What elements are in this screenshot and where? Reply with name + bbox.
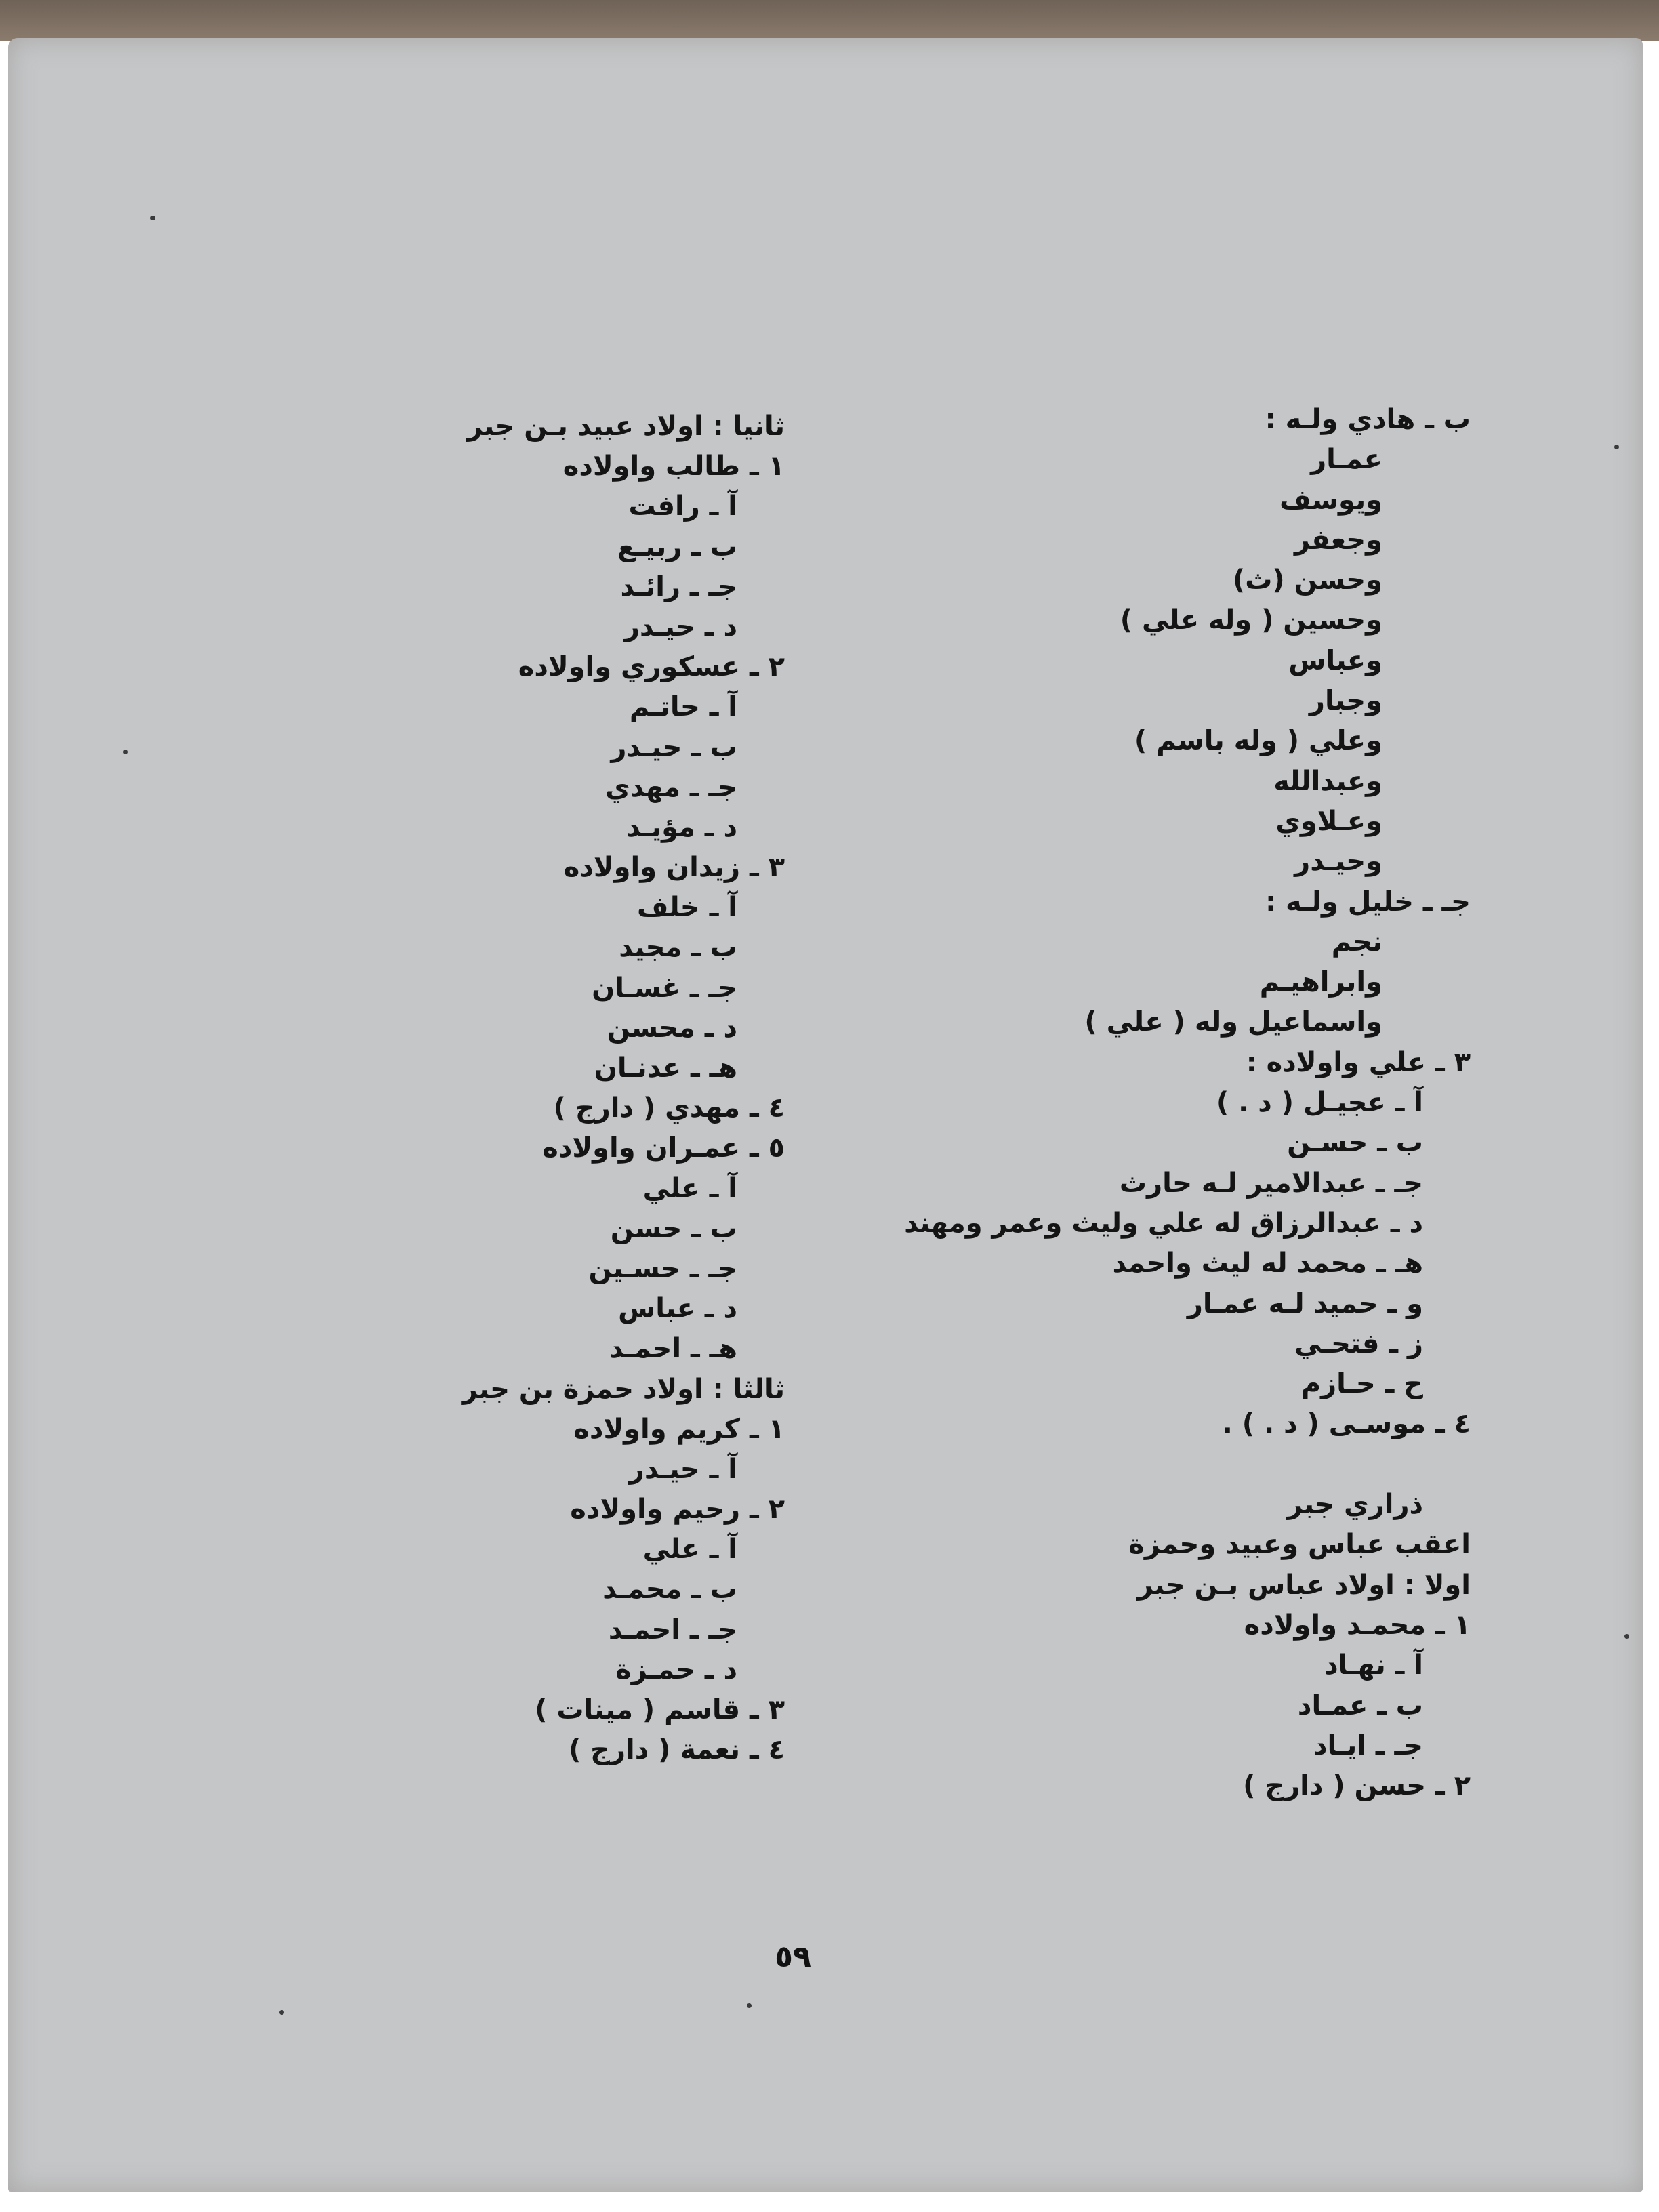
genealogy-line: جـ ـ ايـاد [1313, 1729, 1423, 1761]
genealogy-line: وعبدالله [1273, 765, 1382, 797]
genealogy-line: د ـ عبدالرزاق له علي وليث وعمر ومهند [904, 1207, 1423, 1239]
genealogy-line: ٤ ـ نعمة ( دارج ) [568, 1734, 785, 1766]
genealogy-line: آ ـ نهـاد [1324, 1650, 1423, 1681]
genealogy-line: د ـ حمـزة [615, 1654, 737, 1685]
genealogy-line: آ ـ حاتـم [629, 691, 737, 723]
genealogy-line: جـ ـ رائـد [620, 571, 737, 602]
genealogy-line: ثانيا : اولاد عبيد بـن جبر [467, 411, 785, 442]
genealogy-line: جـ ـ احمـد [608, 1614, 737, 1645]
genealogy-line: اولا : اولاد عباس بـن جبر [1137, 1569, 1471, 1601]
genealogy-line: د ـ حيـدر [623, 611, 737, 642]
genealogy-line: د ـ عباس [618, 1293, 737, 1325]
genealogy-line: ب ـ حسـن [1287, 1127, 1423, 1159]
genealogy-line: هـ ـ محمد له ليث واحمد [1112, 1248, 1423, 1279]
blank-line [691, 1445, 1471, 1485]
paper-speck [747, 2003, 752, 2008]
genealogy-line: ١ ـ كريم واولاده [573, 1413, 785, 1445]
paper-speck [279, 2010, 284, 2015]
paper-speck [1614, 445, 1619, 449]
genealogy-line: اعقب عباس وعبيد وحمزة [1128, 1529, 1471, 1561]
genealogy-line: ب ـ ربيـع [617, 531, 737, 562]
genealogy-line: ذراري جبر [1287, 1489, 1423, 1521]
genealogy-line: ٢ ـ رحيم واولاده [570, 1494, 785, 1525]
genealogy-line: وحسين ( وله علي ) [1120, 605, 1382, 636]
genealogy-line: ٣ ـ قاسم ( مينات ) [535, 1694, 785, 1725]
genealogy-line: وعـلاوي [1275, 805, 1382, 837]
genealogy-line: ب ـ مجيد [619, 932, 737, 964]
genealogy-line: ٢ ـ حسن ( دارج ) [1243, 1770, 1471, 1802]
genealogy-line: ب ـ هادي ولـه : [1265, 404, 1471, 435]
genealogy-line: جـ ـ غسـان [592, 972, 737, 1004]
genealogy-line: واسماعيل وله ( علي ) [1084, 1006, 1382, 1038]
genealogy-line: ب ـ حيـدر [611, 731, 737, 763]
page-number: ٥٩ [775, 1940, 811, 1974]
genealogy-line: عمـار [1311, 444, 1382, 476]
genealogy-line: ١ ـ طالب واولاده [562, 451, 785, 483]
genealogy-line: نجم [1331, 926, 1382, 958]
genealogy-line: جـ ـ عبدالامير لـه حارث [1119, 1167, 1423, 1199]
genealogy-line: وحسن (ث) [1232, 565, 1382, 596]
genealogy-line: ٤ ـ مهدي ( دارج ) [553, 1092, 785, 1124]
genealogy-line: ٢ ـ عسكوري واولاده [518, 651, 785, 683]
paper-speck [1624, 1634, 1629, 1639]
genealogy-line: وجبار [1309, 685, 1382, 717]
genealogy-line: وحيـدر [1294, 846, 1382, 878]
genealogy-line: آ ـ خلف [636, 892, 737, 924]
genealogy-line: ب ـ محمـد [602, 1574, 737, 1605]
genealogy-line: وعلي ( وله باسم ) [1134, 725, 1382, 757]
genealogy-line: جـ ـ خليل ولـه : [1265, 886, 1471, 918]
genealogy-line: آ ـ حيـدر [628, 1453, 737, 1485]
genealogy-line: آ ـ عجيـل ( د . ) [1216, 1087, 1423, 1119]
genealogy-line: آ ـ رافت [628, 491, 737, 523]
genealogy-line: و ـ حميد لـه عمـار [1187, 1288, 1423, 1319]
genealogy-line: د ـ مؤيـد [626, 811, 737, 843]
genealogy-line: ٣ ـ زيدان واولاده [563, 852, 785, 884]
genealogy-line: وابراهيـم [1259, 966, 1382, 998]
genealogy-line: ٤ ـ موسـى ( د . ) . [1222, 1408, 1471, 1440]
genealogy-line: ١ ـ محمـد واولاده [1244, 1609, 1471, 1641]
genealogy-line: ز ـ فتحـي [1294, 1328, 1423, 1359]
genealogy-line: هـ ـ احمـد [609, 1333, 737, 1365]
genealogy-line: د ـ محسن [607, 1012, 737, 1044]
left-column [243, 407, 785, 1770]
genealogy-line: جـ ـ حسـين [588, 1252, 737, 1284]
paper-speck [150, 216, 155, 220]
genealogy-line: آ ـ علي [642, 1172, 737, 1204]
paper-speck [123, 750, 128, 754]
genealogy-line: هـ ـ عدنـان [594, 1052, 737, 1084]
genealogy-line: آ ـ علي [642, 1534, 737, 1565]
genealogy-line: ٣ ـ علي واولاده : [1246, 1046, 1471, 1078]
genealogy-line: جـ ـ مهدي [605, 771, 737, 803]
genealogy-line: ويوسف [1279, 484, 1382, 516]
genealogy-line: وعباس [1288, 644, 1382, 676]
genealogy-line: ح ـ حـازم [1300, 1368, 1423, 1400]
genealogy-line: ب ـ عمـاد [1297, 1689, 1423, 1721]
right-column [691, 400, 1471, 1806]
genealogy-line: ثالثا : اولاد حمزة بن جبر [462, 1373, 785, 1405]
genealogy-line: ٥ ـ عمـران واولاده [542, 1132, 785, 1164]
genealogy-line: ب ـ حسن [610, 1212, 737, 1244]
genealogy-line: وجعفر [1294, 524, 1382, 556]
